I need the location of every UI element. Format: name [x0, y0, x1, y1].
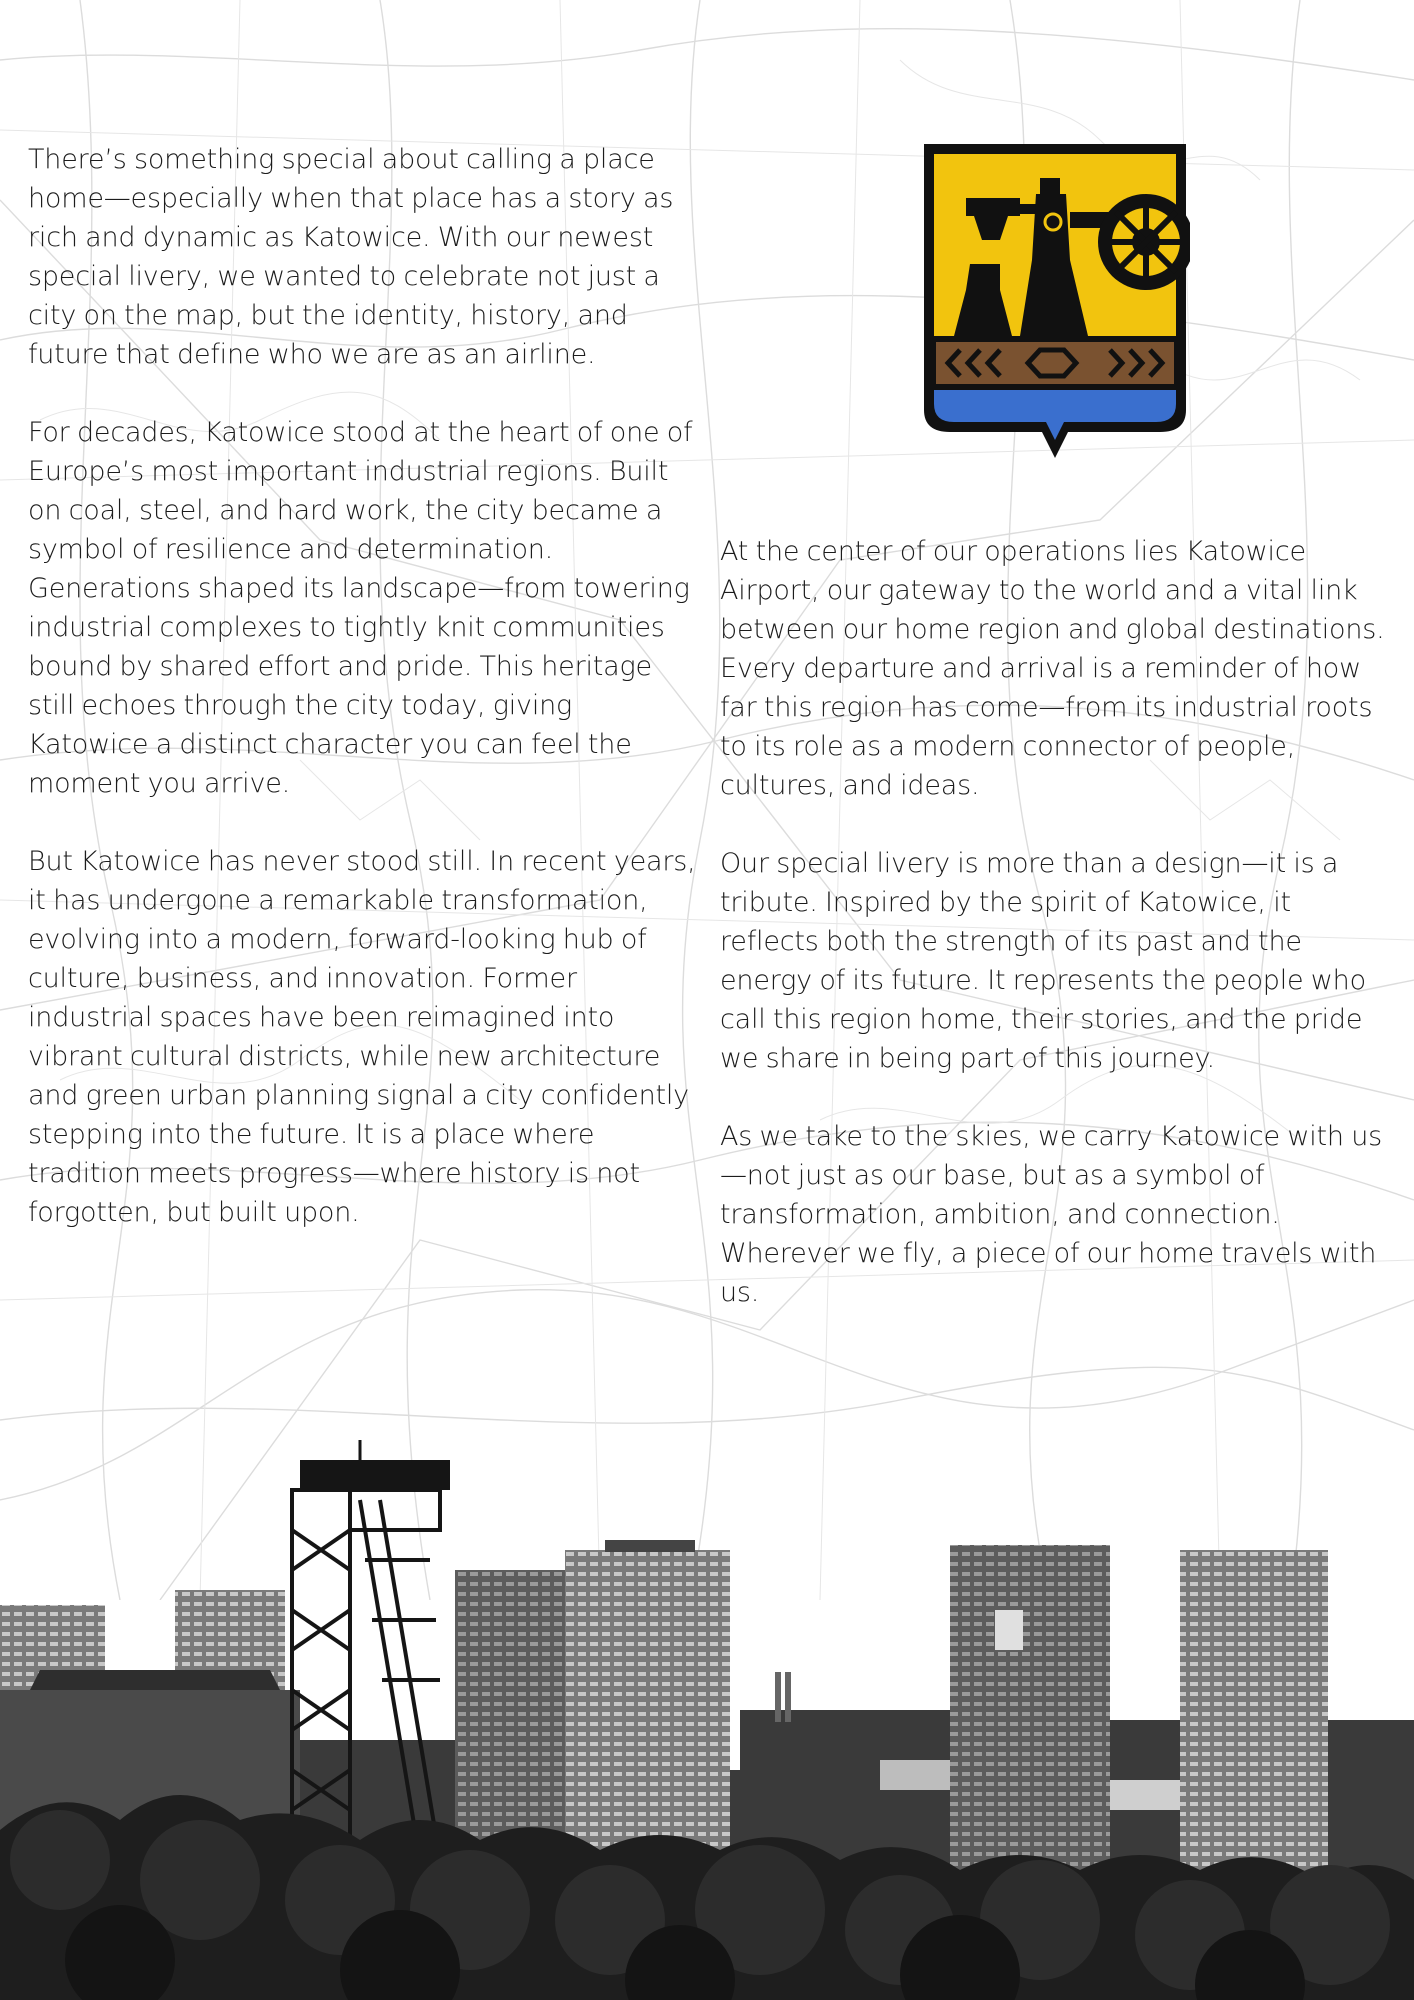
left-text-column [28, 140, 698, 1271]
history-paragraph: For decades, Katowice stood at the heart of one of Europe’s most important industrial regions. Built on coal, steel, and hard work, the city became a symbol of resilience and determination. Generations shaped its landscape—from towering industrial complexes to tightly knit communities bound by shared effort and pride. This heritage still echoes through the city today, giving Katowice a distinct character you can feel the moment you arrive. [28, 417, 693, 799]
transformation-paragraph: But Katowice has never stood still. In recent years, it has undergone a remarkable transformation, evolving into a modern, forward-looking hub of culture, business, and innovation. Former industrial spaces have been reimagined into vibrant cultural districts, while new architecture and green urban planning signal a city confidently stepping into the future. It is a place where tradition meets progress—where history is not forgotten, but built upon. [28, 846, 696, 1228]
katowice-skyline-image [0, 1440, 1414, 2000]
airport-paragraph: At the center of our operations lies Katowice Airport, our gateway to the world and a vital link between our home region and global destinations. Every departure and arrival is a reminder of how far this region has come—from its industrial roots to its role as a modern connector of people, cultures, and ideas. [720, 536, 1385, 801]
intro-paragraph: There’s something special about calling a place home—especially when that place has a story as rich and dynamic as Katowice. With our newest special livery, we wanted to celebrate not just a city on the map, but the identity, history, and future that define who we are as an airline. [28, 144, 674, 370]
right-text-column [720, 532, 1390, 1351]
livery-paragraph: Our special livery is more than a design—it is a tribute. Inspired by the spirit of Katowice, it reflects both the strength of its past and the energy of its future. It represents the people who call this region home, their stories, and the pride we share in being part of this journey. [720, 848, 1366, 1074]
closing-paragraph: As we take to the skies, we carry Katowice with us—not just as our base, but as a symbol of transformation, ambition, and connection. Wherever we fly, a piece of our home travels with us. [720, 1121, 1383, 1308]
katowice-coat-of-arms-icon [920, 140, 1190, 465]
